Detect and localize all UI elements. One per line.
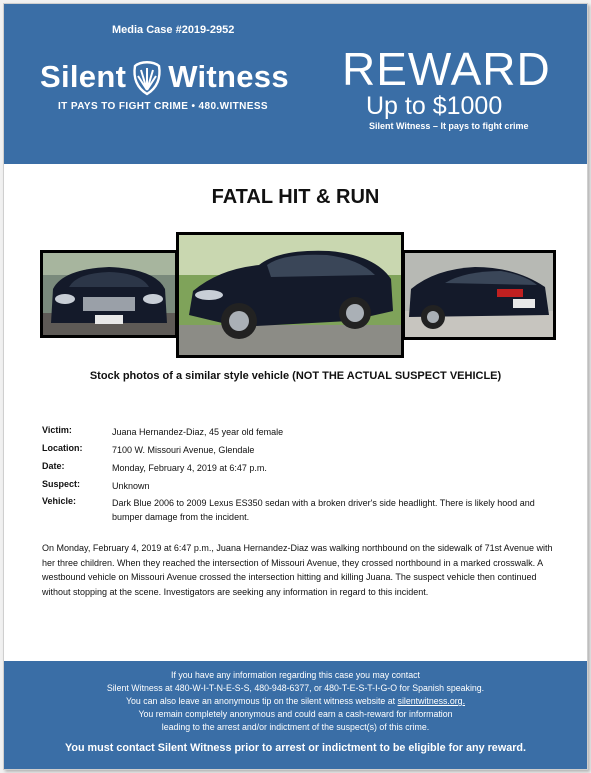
photo-caption: Stock photos of a similar style vehicle (NOT THE ACTUAL SUSPECT VEHICLE)	[89, 370, 502, 382]
flyer-page	[3, 3, 588, 770]
footer-line-4: You remain completely anonymous and could earn a cash-reward for information	[138, 709, 453, 719]
location-value: 7100 W. Missouri Avenue, Glendale	[112, 445, 255, 455]
car-photo-side	[176, 232, 404, 358]
footer-line-5: leading to the arrest and/or indictment of the suspect(s) of this crime.	[161, 722, 430, 732]
suspect-label: Suspect:	[42, 479, 81, 489]
suspect-value: Unknown	[112, 481, 150, 491]
date-value: Monday, February 4, 2019 at 6:47 p.m.	[112, 463, 267, 473]
brand-tagline: IT PAYS TO FIGHT CRIME • 480.WITNESS	[58, 101, 268, 112]
shell-emblem-icon	[131, 58, 163, 96]
website-link[interactable]: silentwitness.org.	[397, 696, 466, 706]
brand-word-left: Silent	[40, 59, 127, 94]
car-photo-front	[40, 250, 178, 338]
footer-line-3-text: You can also leave an anonymous tip on the silent witness website at	[125, 696, 398, 706]
header-banner	[4, 4, 587, 164]
date-label: Date:	[42, 461, 65, 471]
car-photo-rear	[402, 250, 556, 340]
silent-witness-logo	[40, 58, 289, 96]
footer-banner	[4, 661, 587, 769]
reward-subtitle: Silent Witness – It pays to fight crime	[369, 121, 529, 131]
media-case-number: Media Case #2019-2952	[112, 24, 235, 36]
reward-amount: Up to $1000	[366, 92, 503, 120]
victim-label: Victim:	[42, 425, 72, 435]
victim-value: Juana Hernandez-Diaz, 45 year old female	[112, 427, 284, 437]
brand-word-right: Witness	[168, 59, 289, 94]
case-title: FATAL HIT & RUN	[211, 186, 380, 208]
incident-narrative: On Monday, February 4, 2019 at 6:47 p.m., Juana Hernandez-Diaz was walking northbound on the sidewalk of 71st Avenue with her three children. When they reached the intersection of Missouri Avenue, they crossed northbound in a marked crosswalk. A westbound vehicle on Missouri Avenue crossed the intersection hitting and killing Juana. The suspect vehicle then continued without stopping at the scene. Investigators are seeking any information in regard to this incident.	[42, 543, 553, 597]
vehicle-value: Dark Blue 2006 to 2009 Lexus ES350 sedan with a broken driver's side headlight. There is likely hood and bumper damage from the incident.	[112, 498, 535, 522]
reward-heading: REWARD	[342, 43, 551, 95]
footer-line-3	[4, 695, 587, 708]
footer-line-1: If you have any information regarding this case you may contact	[171, 670, 420, 680]
vehicle-label: Vehicle:	[42, 496, 77, 506]
location-label: Location:	[42, 443, 83, 453]
footer-eligibility-notice: You must contact Silent Witness prior to arrest or indictment to be eligible for any reward.	[64, 742, 527, 754]
footer-line-2: Silent Witness at 480-W-I-T-N-E-S-S, 480-948-6377, or 480-T-E-S-T-I-G-O for Spanish speaking.	[106, 683, 485, 693]
